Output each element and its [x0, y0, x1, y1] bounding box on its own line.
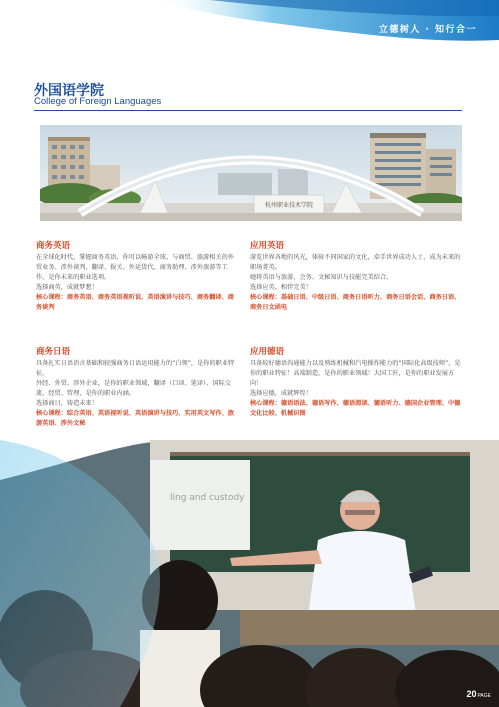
section-applied-english	[250, 240, 462, 313]
header-banner	[0, 0, 499, 55]
section-heading: 应用德语	[250, 347, 285, 357]
page-number	[466, 689, 491, 699]
page-label: PAGE	[477, 693, 491, 699]
section-paragraph: 具备扎实日语语言基础和较强商务日语运用能力的“白领”，是你的职业特征。	[36, 360, 235, 377]
section-core-courses: 核心课程：基础日语、中级日语、商务日语听力、商务日语会话、商务日语、商务日文函电	[250, 294, 461, 311]
title-divider	[34, 110, 462, 111]
campus-gate-illustration	[40, 125, 462, 221]
section-core-courses: 核心课程：德语语法、德语写作、德语阅读、德语听力、德国企业管理、中德文化比较、机械识图	[250, 400, 461, 417]
section-business-japanese	[36, 346, 240, 429]
section-core-courses: 核心课程：综合英语、英语视听说、英语演讲与技巧、实用英文写作、旅游英语、涉外文秘	[36, 410, 234, 427]
section-applied-german	[250, 346, 462, 419]
section-paragraph: 选择应德，成就辉煌！	[250, 390, 312, 397]
section-paragraph: 外经、外贸、涉外企业，是你的职业领域，翻译（口译、笔译）、国际交流、经贸、管理，是你的职业内涵。	[36, 380, 231, 397]
section-paragraph: 选择商英，成就梦想！	[36, 284, 98, 291]
section-business-english	[36, 240, 236, 313]
section-paragraph: 在全球化时代，掌握商务英语，你可以畅游全球。与商贸、旅游相关的外贸业务、涉外谈判、翻译、报关、外运货代、商务助理、涉外旅游等工作，是你未来的职业选项。	[36, 254, 234, 281]
gate-inscription: 杭州职业技术学院	[264, 202, 314, 209]
section-paragraph: 选择商日，铸造未来！	[36, 400, 98, 407]
section-heading: 商务英语	[36, 241, 71, 251]
college-subtitle: College of Foreign Languages	[34, 96, 162, 107]
section-heading: 应用英语	[250, 241, 285, 251]
section-paragraph: 具备较好德语沟通能力以及熟练机械和汽电操作能力的“国际化高级技师”，是你的职业特征！高端制造，是你的职业领域！大国工匠，是你的职业发展方向！	[250, 360, 461, 387]
classroom-illustration	[0, 440, 499, 707]
section-paragraph: 选择应英，相伴完美！	[250, 284, 312, 291]
campus-gate-photo	[40, 125, 462, 221]
page-number-value: 20	[466, 689, 477, 699]
section-heading: 商务日语	[36, 347, 71, 357]
section-paragraph: 她将英语与旅游、会务、文秘知识与技能完美结合。	[250, 274, 393, 281]
slide-text: ling and custody	[170, 493, 245, 503]
section-paragraph: 游览世界各地的风光，体验不同国家的文化，牵手世界成功人士，成为未来的职场菁英。	[250, 254, 461, 271]
classroom-photo	[0, 440, 499, 707]
section-core-courses: 核心课程：商务英语、商务英语视听说、英语演讲与技巧、商务翻译、商务谈判	[36, 294, 234, 311]
college-title: 外国语学院	[34, 83, 104, 99]
motto-text: 立德树人 · 知行合一	[378, 25, 477, 35]
